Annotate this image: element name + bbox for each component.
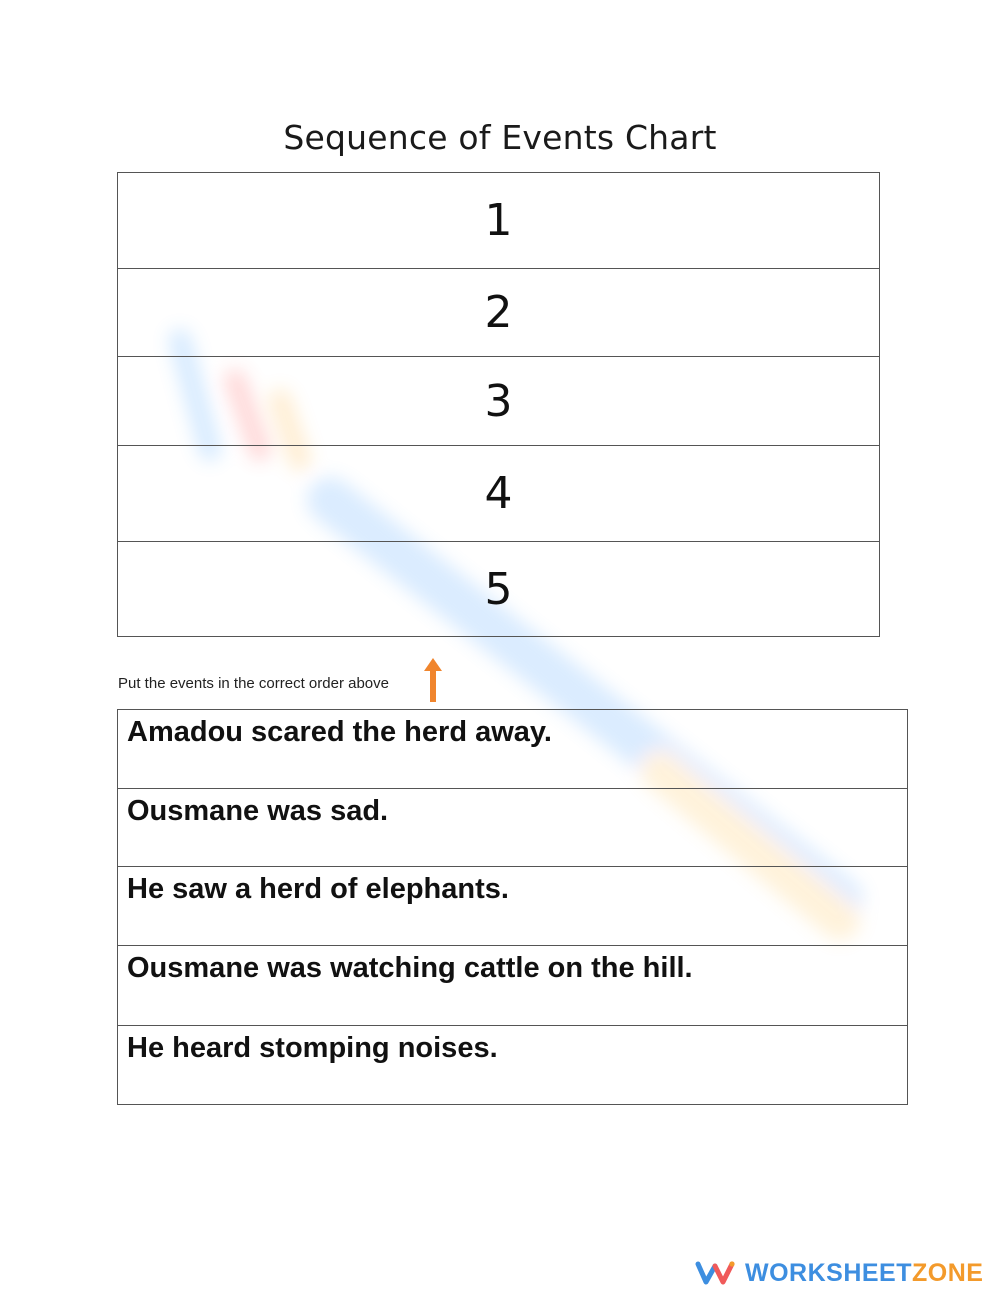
sequence-chart	[117, 172, 880, 637]
instruction-text: Put the events in the correct order above	[118, 675, 389, 692]
worksheetzone-w-logo-icon	[695, 1260, 735, 1286]
sequence-row	[118, 542, 880, 637]
sequence-number: 1	[484, 195, 513, 246]
event-row	[118, 946, 908, 1026]
event-card[interactable]: He heard stomping noises.	[118, 1026, 908, 1105]
brand-name-second: ZONE	[912, 1258, 984, 1287]
event-row	[118, 867, 908, 946]
event-card[interactable]: He saw a herd of elephants.	[118, 867, 908, 946]
footer-brand	[695, 1256, 983, 1290]
events-list	[117, 709, 908, 1105]
arrow-up-icon	[423, 658, 443, 702]
sequence-row	[118, 173, 880, 269]
sequence-number: 2	[484, 287, 513, 338]
brand-name	[745, 1259, 983, 1288]
sequence-slot-3[interactable]	[118, 357, 880, 446]
event-card[interactable]: Ousmane was watching cattle on the hill.	[118, 946, 908, 1026]
sequence-slot-5[interactable]	[118, 542, 880, 637]
sequence-number: 3	[484, 375, 513, 427]
event-row	[118, 789, 908, 867]
sequence-slot-4[interactable]	[118, 446, 880, 542]
sequence-number: 5	[484, 563, 513, 615]
sequence-row	[118, 357, 880, 446]
sequence-number: 4	[484, 468, 513, 519]
sequence-row	[118, 446, 880, 542]
event-card[interactable]: Amadou scared the herd away.	[118, 710, 908, 789]
brand-name-first: WORKSHEET	[745, 1258, 912, 1287]
event-row	[118, 710, 908, 789]
sequence-slot-2[interactable]	[118, 269, 880, 357]
sequence-slot-1[interactable]	[118, 173, 880, 269]
event-row	[118, 1026, 908, 1105]
event-card[interactable]: Ousmane was sad.	[118, 789, 908, 867]
sequence-row	[118, 269, 880, 357]
page-title: Sequence of Events Chart	[283, 118, 717, 157]
